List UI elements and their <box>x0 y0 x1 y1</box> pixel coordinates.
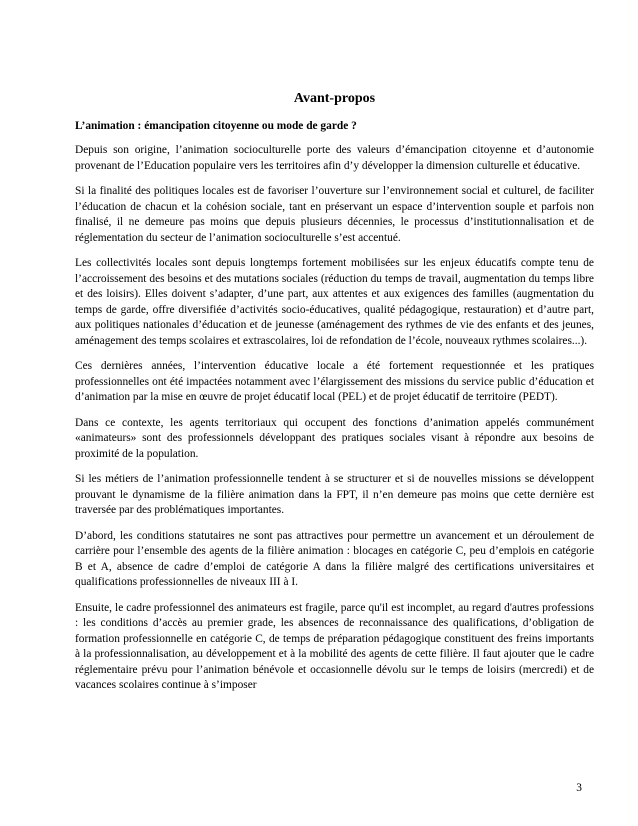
document-page <box>75 90 594 704</box>
paragraph-7: D’abord, les conditions statutaires ne sont pas attractives pour permettre un avancement et un déroulement de carrière pour l’ensemble des agents de la filière animation : blocages en catégorie C, peu d’emplois en catégorie B et A, absence de cadre d’emploi de catégorie A dans la filière malgré des certifications universitaires et qualifications professionnelles de niveaux III à I. <box>75 529 594 588</box>
paragraph-8: Ensuite, le cadre professionnel des animateurs est fragile, parce qu'il est incomplet, au regard d'autres professions : les conditions d’accès au premier grade, les absences de reconnaissance des qualifications, d’obligation de formation professionnelle en catégorie C, de temps de préparation pédagogique constituent des freins importants à la professionnalisation, au développement et à la mobilité des agents de cette filière. Il faut ajouter que le cadre réglementaire prévu pour l’animation bénévole et occasionnelle dévolu sur le temps de loisirs (mercredi) et de vacances scolaires continue à s’imposer <box>75 601 594 691</box>
paragraph-1: Depuis son origine, l’animation socioculturelle porte des valeurs d’émancipation citoyenne et d’autonomie provenant de l’Education populaire vers les territoires afin d’y développer la dimension culturelle et éducative. <box>75 144 594 172</box>
paragraph-3: Les collectivités locales sont depuis longtemps fortement mobilisées sur les enjeux éducatifs compte tenu de l’accroissement des besoins et des mutations sociales (réduction du temps de travail, augmentation du temps libre et des loisirs). Elles doivent s’adapter, d’une part, aux attentes et aux exigences des familles (augmentation du temps de garde, offre diversifiée d’activités socio-éducatives, qualité pédagogique, restauration) et d’autre part, aux politiques nationales d’éducation et de jeunesse (aménagement des rythmes de vie des enfants et des jeunes, aménagement des temps scolaires et extrascolaires, loi de refondation de l’école, nouveaux rythmes scolaires...). <box>75 257 594 347</box>
page-number: 3 <box>576 782 582 794</box>
section-subtitle: L’animation : émancipation citoyenne ou mode de garde ? <box>75 120 357 132</box>
paragraph-2: Si la finalité des politiques locales est de favoriser l’ouverture sur l’environnement social et culturel, de faciliter l’éducation de chacun et la cohésion sociale, tant en préservant un espace d’intervention souple et parfois non finalisé, il ne demeure pas moins que depuis plusieurs décennies, le processus d’institutionnalisation et de réglementation du secteur de l’animation socioculturelle s’est accentué. <box>75 185 594 244</box>
paragraph-5: Dans ce contexte, les agents territoriaux qui occupent des fonctions d’animation appelés communément «animateurs» sont des professionnels développant des pratiques sociales visant à répondre aux besoins de proximité de la population. <box>75 416 594 460</box>
paragraph-4: Ces dernières années, l’intervention éducative locale a été fortement requestionnée et les pratiques professionnelles ont été impactées notamment avec l’élargissement des missions du service public d’éducation et d’animation par la mise en œuvre de projet éducatif local (PEL) et de projet éducatif de territoire (PEDT). <box>75 360 594 403</box>
paragraph-6: Si les métiers de l’animation professionnelle tendent à se structurer et si de nouvelles missions se développent prouvant le dynamisme de la filière animation dans la FPT, il n’en demeure pas moins que cette dernière est traversée par des problématiques importantes. <box>75 473 594 516</box>
page-title: Avant-propos <box>293 91 376 106</box>
